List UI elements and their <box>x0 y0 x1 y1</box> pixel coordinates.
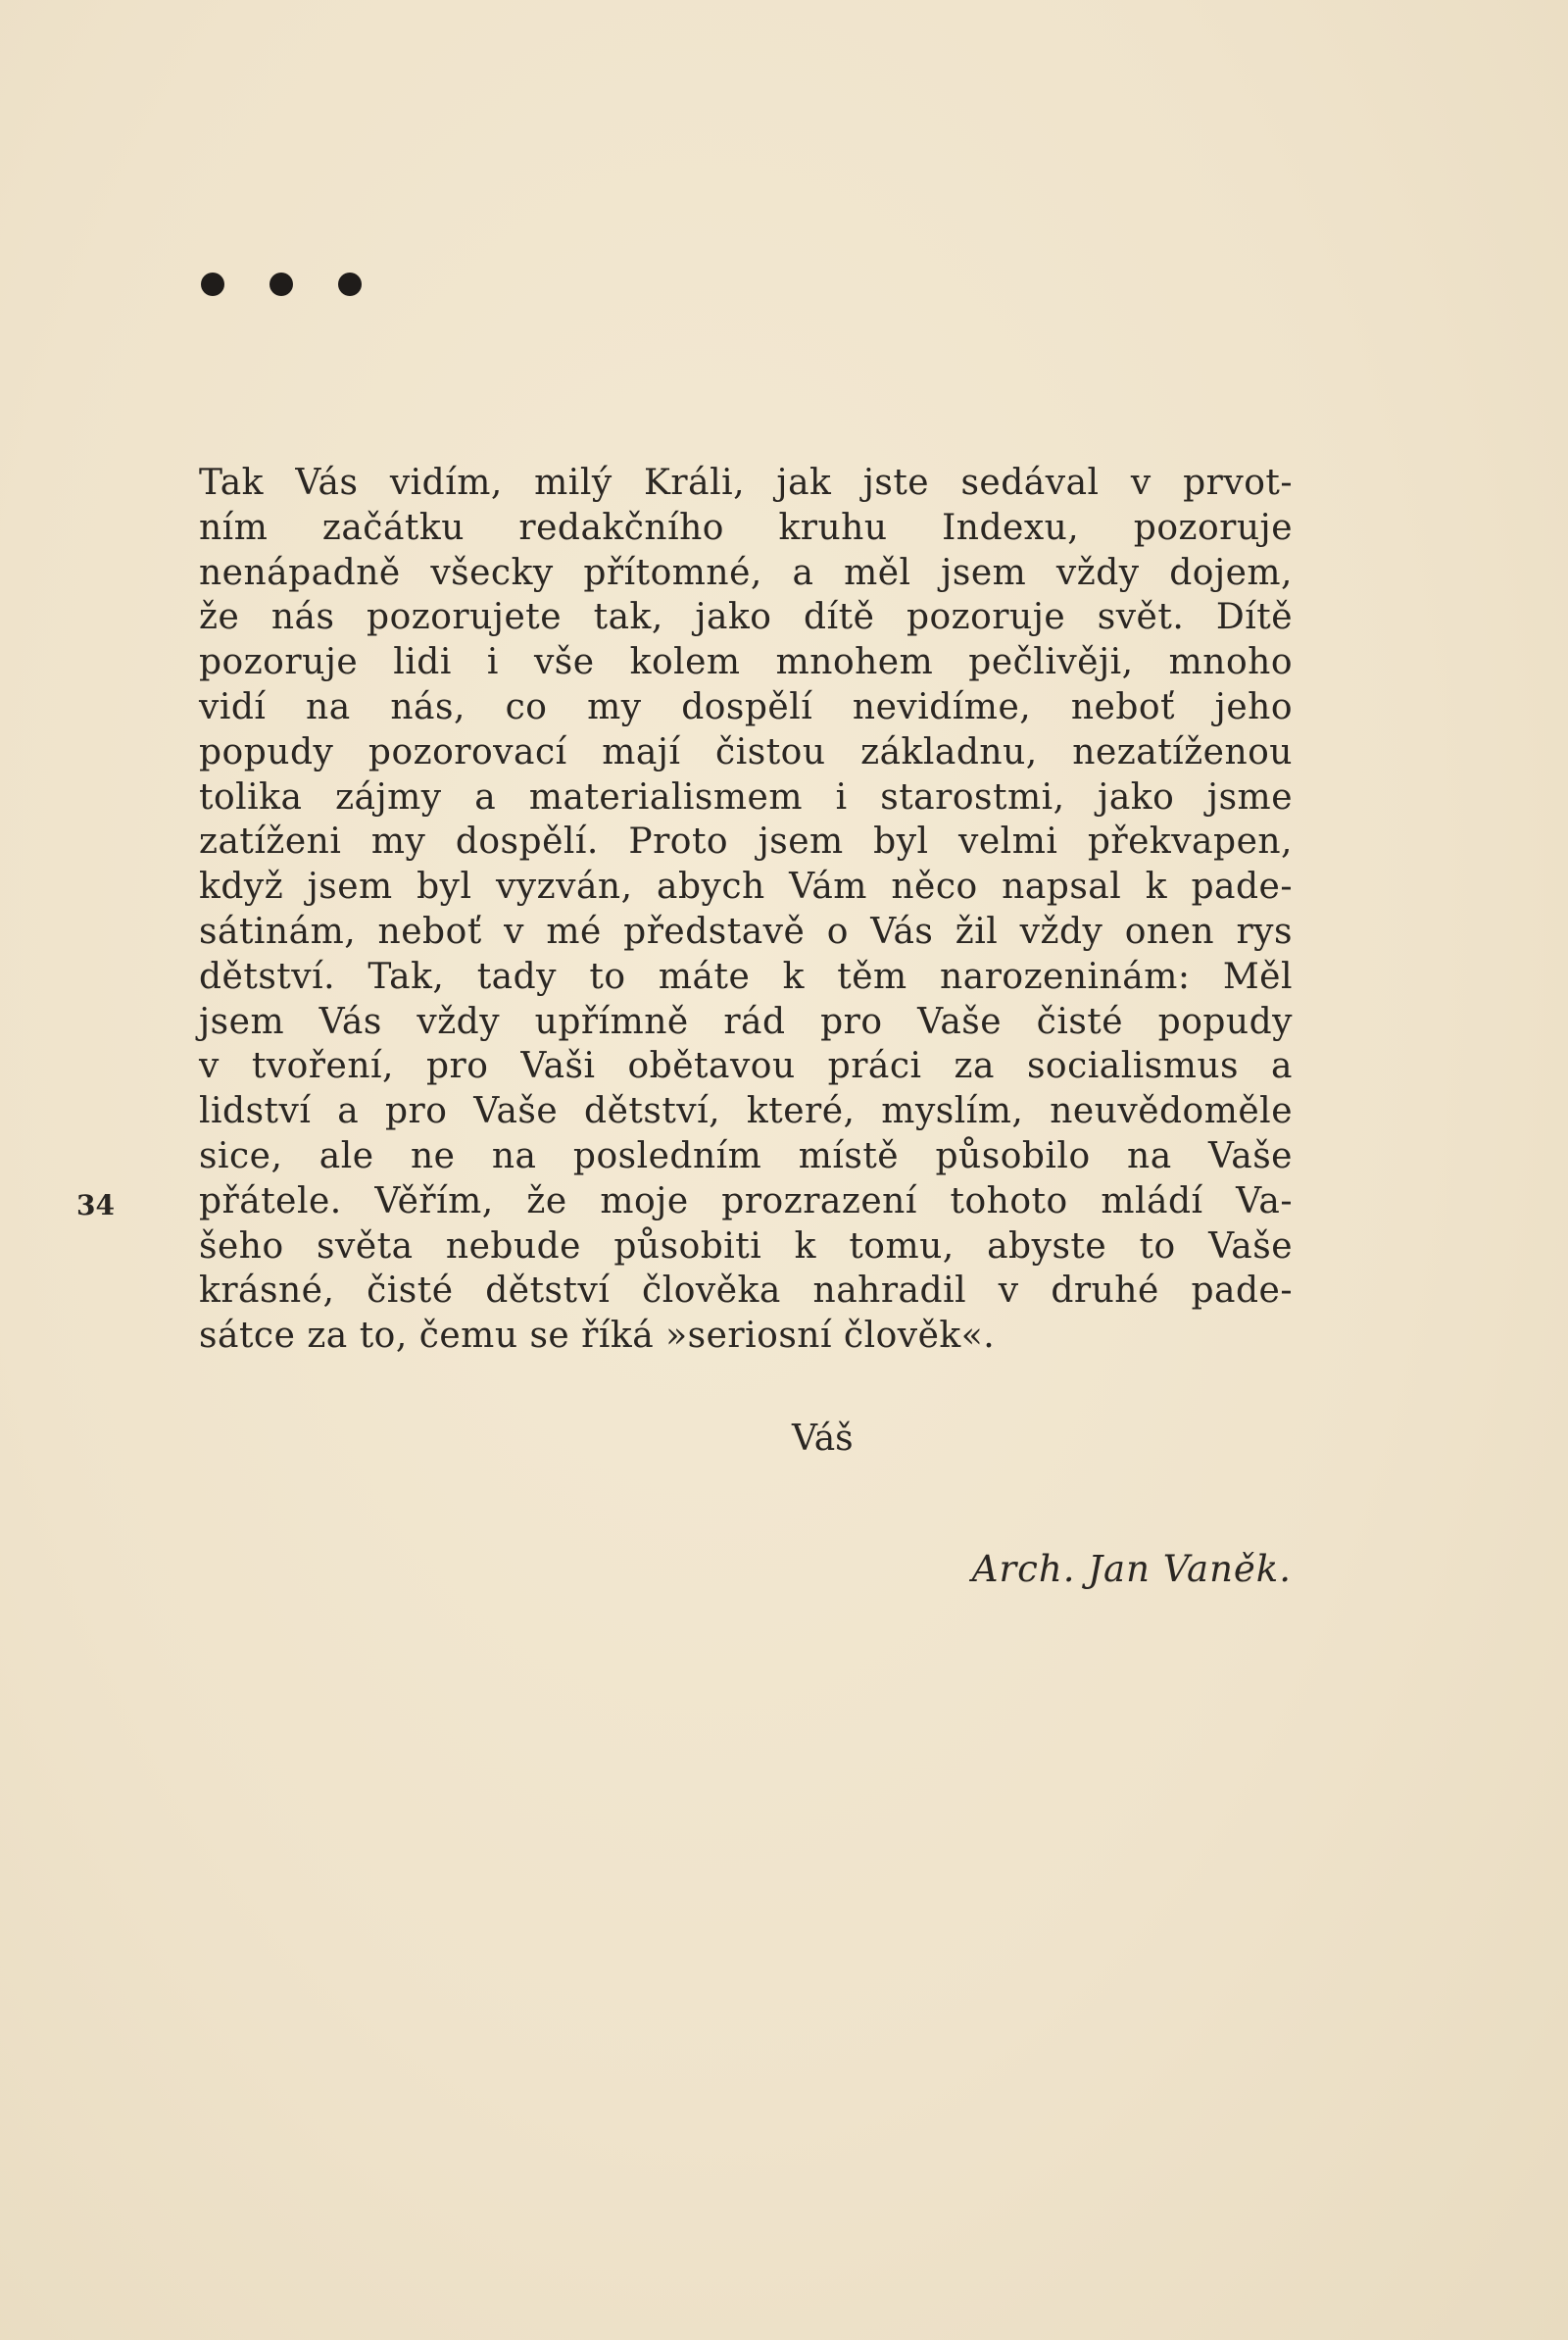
text-line: nenápadně všecky přítomné, a měl jsem vždy dojem, <box>199 552 1293 593</box>
ornament-dot <box>270 273 293 296</box>
text-line: šeho světa nebude působiti k tomu, abyste to Vaše <box>199 1225 1293 1267</box>
page-number: 34 <box>76 1189 115 1221</box>
text-line: popudy pozorovací mají čistou základnu, nezatíženou <box>199 731 1293 772</box>
signature: Arch. Jan Vaněk. <box>971 1548 1292 1590</box>
text-line: vidí na nás, co my dospělí nevidíme, neboť jeho <box>199 686 1293 727</box>
text-line: sice, ale ne na posledním místě působilo na Vaše <box>199 1135 1293 1176</box>
text-line: sátinám, neboť v mé představě o Vás žil vždy onen rys <box>199 911 1293 952</box>
text-line: lidství a pro Vaše dětství, které, myslím, neuvědoměle <box>199 1091 1293 1132</box>
text-line: když jsem byl vyzván, abych Vám něco napsal k pade- <box>199 867 1293 908</box>
text-line: v tvoření, pro Vaši obětavou práci za socialismus a <box>199 1046 1293 1087</box>
text-line: pozoruje lidi i vše kolem mnohem pečlivěji, mnoho <box>199 642 1293 683</box>
text-line: krásné, čisté dětství člověka nahradil v druhé pade- <box>199 1270 1293 1312</box>
text-line: že nás pozorujete tak, jako dítě pozoruje svět. Dítě <box>199 597 1293 638</box>
text-line: zatíženi my dospělí. Proto jsem byl velmi překvapen, <box>199 821 1293 863</box>
ornament-dots <box>201 273 362 296</box>
text-line: Tak Vás vidím, milý Králi, jak jste sedával v prvot- <box>199 463 1293 503</box>
text-line: ním začátku redakčního kruhu Indexu, pozoruje <box>199 507 1293 548</box>
closing-salutation: Váš <box>792 1419 854 1459</box>
ornament-dot <box>338 273 362 296</box>
ornament-dot <box>201 273 224 296</box>
text-line: sátce za to, čemu se říká »seriosní člověk«. <box>199 1316 996 1357</box>
text-line: tolika zájmy a materialismem i starostmi, jako jsme <box>199 776 1293 818</box>
text-line: dětství. Tak, tady to máte k těm narozeninám: Měl <box>199 956 1293 997</box>
text-line: jsem Vás vždy upřímně rád pro Vaše čisté popudy <box>199 1001 1293 1042</box>
text-line: přátele. Věřím, že moje prozrazení tohoto mládí Va- <box>199 1180 1293 1221</box>
letter-body <box>199 461 1293 1359</box>
